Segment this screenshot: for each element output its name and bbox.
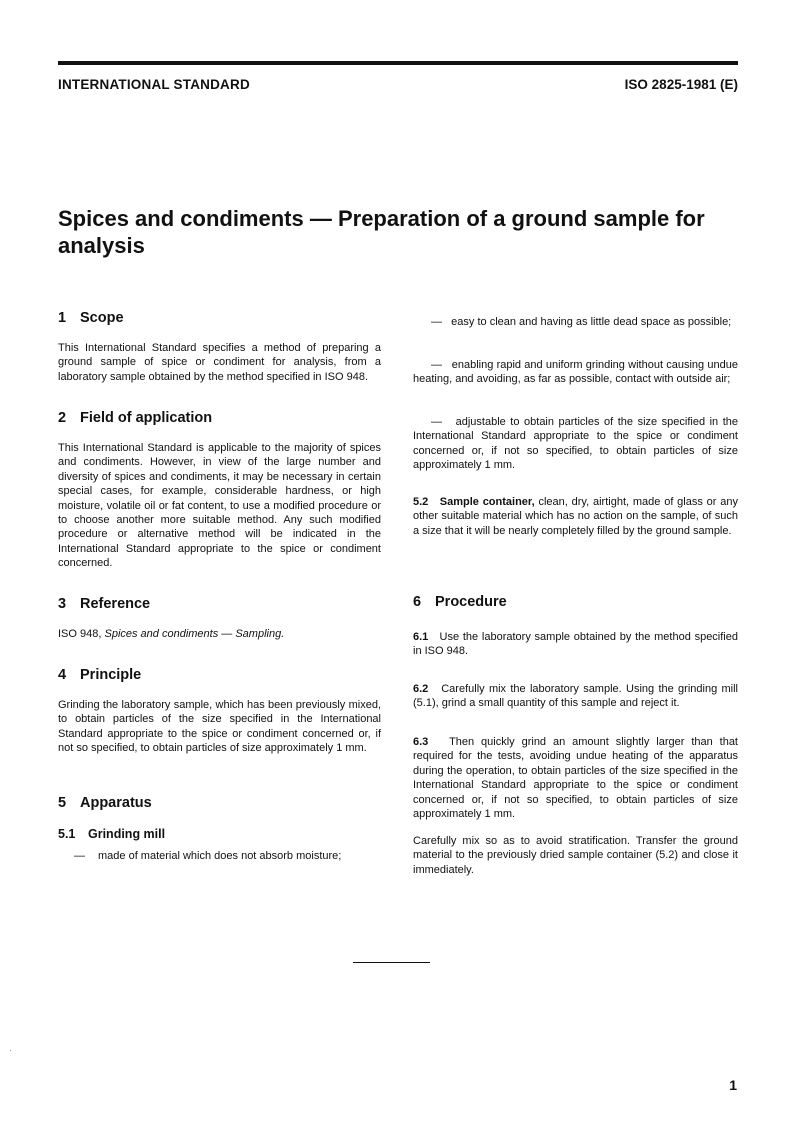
section-procedure xyxy=(413,594,738,610)
section-scope xyxy=(58,310,381,384)
reference-text: ISO 948, Spices and condiments — Sampling. xyxy=(58,628,285,640)
header-rule xyxy=(58,61,738,65)
document-type: INTERNATIONAL STANDARD xyxy=(58,77,250,92)
page-number: 1 xyxy=(729,1077,737,1093)
subsection-heading-grinding-mill: 5.1 Grinding mill xyxy=(58,827,166,841)
footer-rule xyxy=(353,962,430,963)
principle-text: Grinding the laboratory sample, which has been previously mixed, to obtain particles of the size specified in the International Standard appropriate to the spice or condiment concerned or, if not so specified, to obtain particles of size approximately 1 mm. xyxy=(58,699,381,755)
dash-bullet: — xyxy=(431,416,442,428)
dash-bullet: — xyxy=(431,316,442,328)
section-heading: 3 Reference xyxy=(58,596,151,612)
section-heading: 6 Procedure xyxy=(413,594,507,610)
field-text: This International Standard is applicable to the majority of spices and condiments. However, in view of the large number and diversity of spices and condiments, it may be necessary in certain special cases, for example, considerable hardness, or high moisture, volatile oil or fat content, to use a modified procedure or to choose another more suitable method. Any such modified procedure or alternative method will be indicated in the International Standard appropriate to the spice or condiment concerned. xyxy=(58,442,381,570)
section-principle xyxy=(58,667,381,756)
procedure-step: 6.3 Then quickly grind an amount slightly larger than that required for the tests, avoiding undue heating of the apparatus during the operation, to obtain particles of the size specified in the International Standard appropriate to the spice or condiment concerned or, if not so specified, to obtain particles of size approximately 1 mm. xyxy=(413,736,738,821)
procedure-step: 6.1 Use the laboratory sample obtained by the method specified in ISO 948. xyxy=(413,631,738,658)
scan-speck xyxy=(10,1050,11,1051)
procedure-final-paragraph: Carefully mix so as to avoid stratification. Transfer the ground material to the previously dried sample container (5.2) and close it immediately. xyxy=(413,835,738,876)
section-heading: 2 Field of application xyxy=(58,410,213,426)
dash-bullet: — xyxy=(431,359,442,371)
document-title: Spices and condiments — Preparation of a ground sample for analysis xyxy=(58,206,705,258)
section-reference xyxy=(58,596,381,641)
dash-bullet: — xyxy=(74,850,85,862)
list-item: — easy to clean and having as little dead space as possible; xyxy=(431,316,732,328)
list-item: — enabling rapid and uniform grinding without causing undue heating, and avoiding, as far as possible, contact with outside air; xyxy=(413,359,738,386)
section-apparatus xyxy=(58,795,381,863)
section-heading: 1 Scope xyxy=(58,310,124,326)
subsection-sample-container: 5.2 Sample container, clean, dry, airtight, made of glass or any other suitable material which has no action on the sample, of such a size that it will be nearly completely filled by the ground sample. xyxy=(413,496,739,537)
procedure-step: 6.2 Carefully mix the laboratory sample. Using the grinding mill (5.1), grind a small quantity of this sample and reject it. xyxy=(413,683,738,710)
list-item: — adjustable to obtain particles of the size specified in the International Standard appropriate to the spice or condiment concerned or, if not so specified, to obtain particles of size approximately 1 mm. xyxy=(413,416,739,472)
section-heading: 5 Apparatus xyxy=(58,795,152,811)
standard-number: ISO 2825-1981 (E) xyxy=(624,77,738,92)
scope-text: This International Standard specifies a method of preparing a ground sample of spice or condiment for analysis, from a laboratory sample obtained by the method specified in ISO 948. xyxy=(58,342,381,383)
section-heading: 4 Principle xyxy=(58,667,142,683)
list-item: — made of material which does not absorb moisture; xyxy=(74,850,342,862)
section-field-of-application xyxy=(58,410,381,571)
